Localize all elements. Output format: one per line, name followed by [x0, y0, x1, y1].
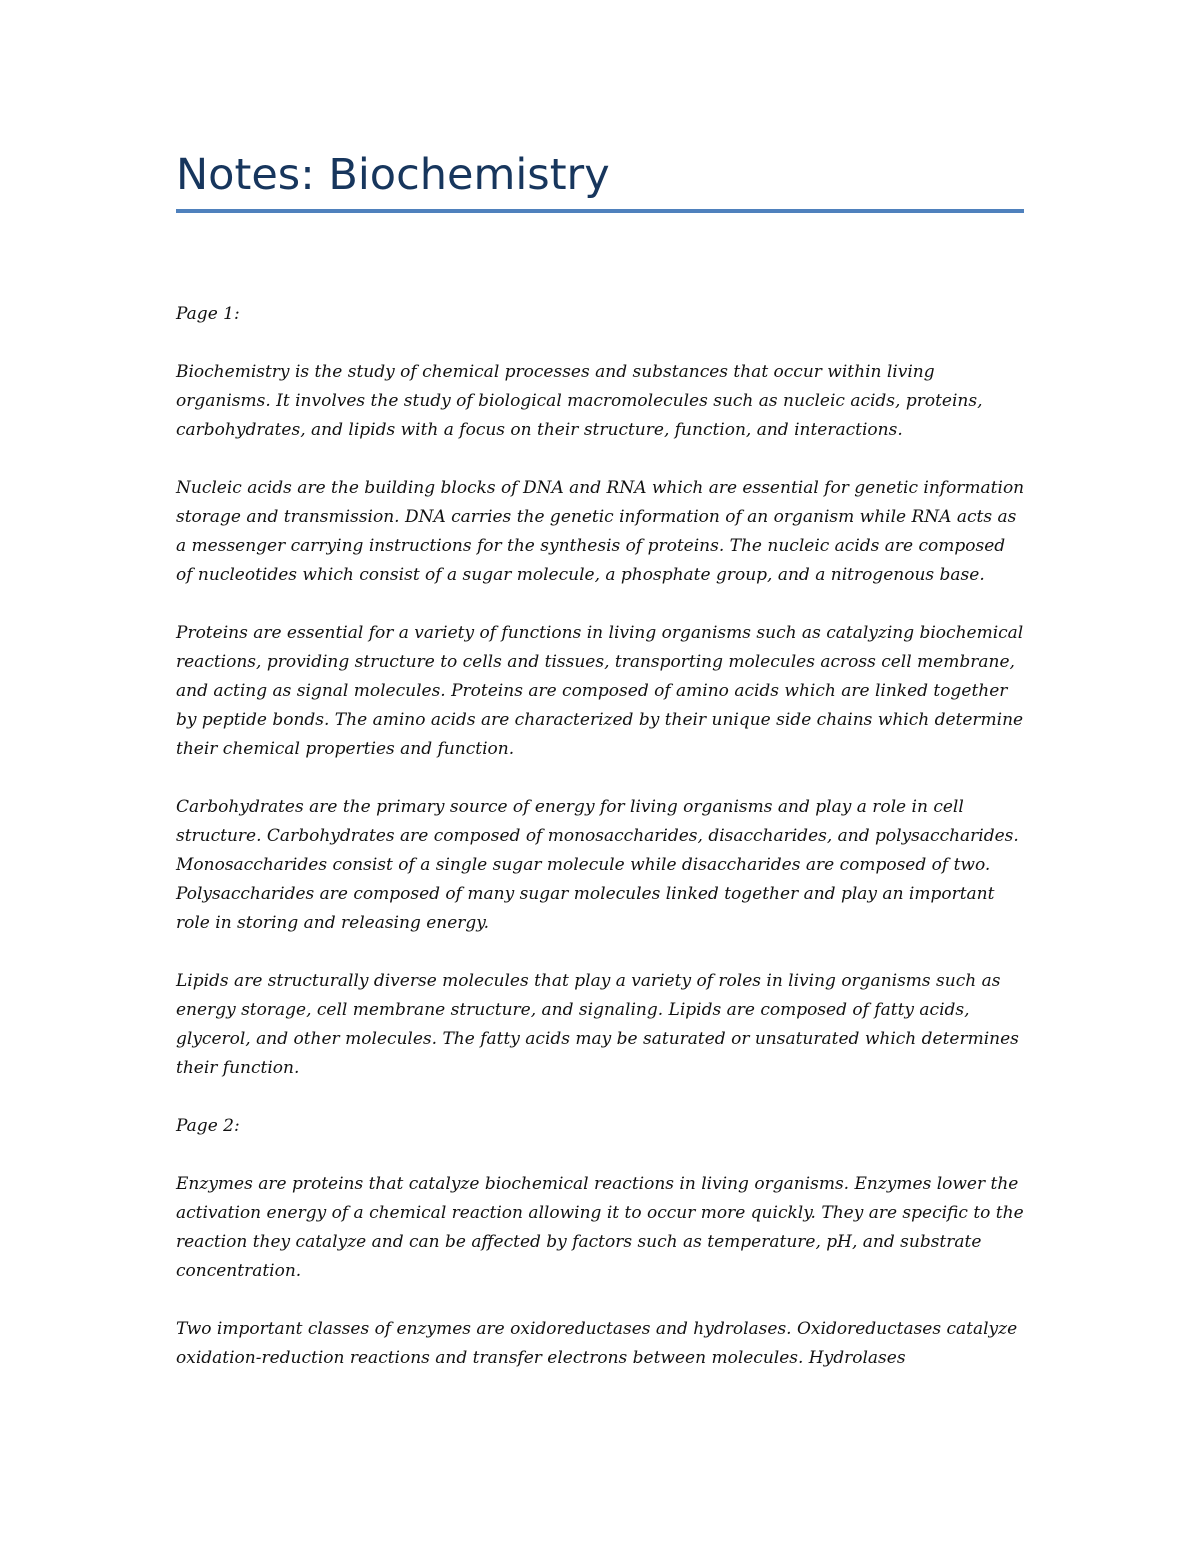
document-body	[176, 300, 1026, 1402]
paragraph: Two important classes of enzymes are oxidoreductases and hydrolases. Oxidoreductases catalyze oxidation-reduction reactions and transfer electrons between molecules. Hydrolases	[176, 1319, 1018, 1368]
paragraph: Proteins are essential for a variety of functions in living organisms such as catalyzing biochemical reactions, providing structure to cells and tissues, transporting molecules across cell membrane, and acting as signal molecules. Proteins are composed of amino acids which are linked together by peptide bonds. The amino acids are characterized by their unique side chains which determine their chemical properties and function.	[176, 623, 1024, 759]
paragraph: Biochemistry is the study of chemical processes and substances that occur within living organisms. It involves the study of biological macromolecules such as nucleic acids, proteins, carbohydrates, and lipids with a focus on their structure, function, and interactions.	[176, 362, 983, 440]
paragraph: Enzymes are proteins that catalyze biochemical reactions in living organisms. Enzymes lower the activation energy of a chemical reaction allowing it to occur more quickly. They are specific to the reaction they catalyze and can be affected by factors such as temperature, pH, and substrate concentration.	[176, 1174, 1024, 1281]
page-label: Page 2:	[176, 1116, 240, 1136]
paragraph: Nucleic acids are the building blocks of DNA and RNA which are essential for genetic information storage and transmission. DNA carries the genetic information of an organism while RNA acts as a messenger carrying instructions for the synthesis of proteins. The nucleic acids are composed of nucleotides which consist of a sugar molecule, a phosphate group, and a nitrogenous base.	[176, 478, 1025, 585]
page-label: Page 1:	[176, 304, 240, 324]
paragraph: Lipids are structurally diverse molecules that play a variety of roles in living organisms such as energy storage, cell membrane structure, and signaling. Lipids are composed of fatty acids, glycerol, and other molecules. The fatty acids may be saturated or unsaturated which determines their function.	[176, 971, 1019, 1078]
title-underline	[176, 209, 1024, 213]
paragraph: Carbohydrates are the primary source of energy for living organisms and play a role in cell structure. Carbohydrates are composed of monosaccharides, disaccharides, and polysaccharides. Monosaccharides consist of a single sugar molecule while disaccharides are composed of two. Polysaccharides are composed of many sugar molecules linked together and play an important role in storing and releasing energy.	[176, 797, 1019, 933]
page-title: Notes: Biochemistry	[176, 150, 610, 200]
